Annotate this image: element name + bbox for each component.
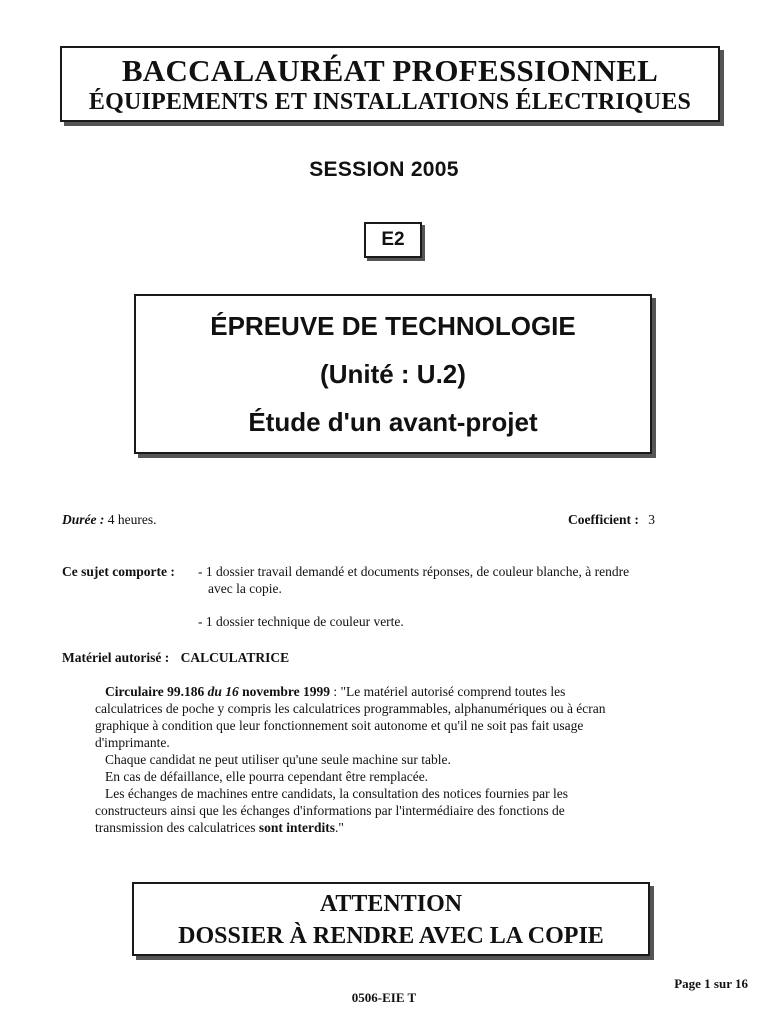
coefficient-value: 3: [648, 512, 655, 527]
attention-box: [132, 882, 650, 956]
epreuve-subject: Étude d'un avant-projet: [248, 407, 538, 437]
session-label: SESSION 2005: [309, 158, 459, 181]
circulaire-line-4: d'imprimante.: [95, 735, 170, 750]
circulaire-line-9-end: .": [334, 820, 344, 835]
duration-line: [62, 511, 156, 528]
document-title: BACCALAURÉAT PROFESSIONNEL: [121, 53, 659, 88]
coefficient-label: Coefficient :: [568, 512, 639, 527]
page-number: Page 1 sur 16: [674, 976, 748, 991]
epreuve-box: [134, 294, 652, 454]
header-title-box: [60, 46, 720, 122]
circulaire-line-6: En cas de défaillance, elle pourra cependant être remplacée.: [105, 769, 429, 784]
circulaire-line-9-start: transmission des calculatrices: [95, 820, 259, 835]
material-label: Matériel autorisé :: [62, 650, 170, 665]
subject-item-1-cont: avec la copie.: [208, 581, 282, 596]
circulaire-month: novembre 1999: [242, 684, 331, 699]
circulaire-line-3: graphique à condition que leur fonctionnement soit autonome et qu'il ne soit pas fait usage: [95, 718, 584, 733]
attention-title: ATTENTION: [319, 891, 463, 917]
subject-label: Ce sujet comporte :: [62, 564, 175, 579]
circulaire-interdits: sont interdits: [258, 820, 335, 835]
coefficient-line: [568, 511, 655, 528]
document-code: 0506-EIE T: [351, 990, 417, 1005]
circulaire-line-5: Chaque candidat ne peut utiliser qu'une seule machine sur table.: [105, 752, 451, 767]
epreuve-title: ÉPREUVE DE TECHNOLOGIE: [210, 311, 576, 341]
circulaire-line-2: calculatrices de poche y compris les calculatrices programmables, alphanumériques ou à écran: [95, 701, 606, 716]
circulaire-intro: : "Le matériel autorisé comprend toutes les: [330, 684, 566, 699]
subject-item-1: - 1 dossier travail demandé et documents réponses, de couleur blanche, à rendre: [198, 564, 630, 579]
attention-instruction: DOSSIER À RENDRE AVEC LA COPIE: [178, 923, 604, 949]
circulaire-line-7: Les échanges de machines entre candidats, la consultation des notices fournies par les: [105, 786, 568, 801]
document-subtitle: ÉQUIPEMENTS ET INSTALLATIONS ÉLECTRIQUES: [88, 89, 692, 115]
circulaire-line-9: [95, 819, 344, 836]
subject-item-2: - 1 dossier technique de couleur verte.: [198, 614, 404, 629]
material-line: [62, 649, 289, 666]
epreuve-unit: (Unité : U.2): [320, 359, 466, 389]
circulaire-line-8: constructeurs ainsi que les échanges d'informations par l'intermédiaire des fonctions de: [95, 803, 565, 818]
circulaire-ref: Circulaire 99.186: [105, 684, 205, 699]
circulaire-day: 16: [225, 684, 239, 699]
circulaire-du: du: [207, 684, 222, 699]
material-value: CALCULATRICE: [180, 650, 290, 665]
exam-code-box: E2: [364, 222, 422, 258]
duration-value: 4 heures.: [107, 512, 157, 527]
circulaire-ref-line: [105, 683, 565, 700]
duration-label: Durée :: [62, 512, 105, 527]
